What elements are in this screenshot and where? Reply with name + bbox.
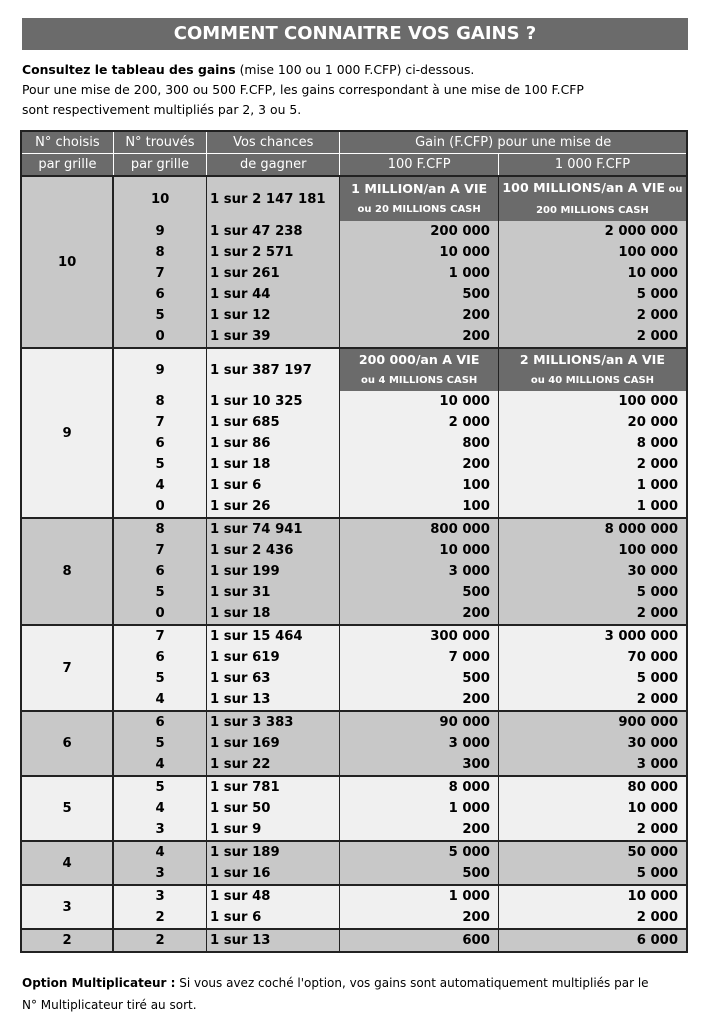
- found-cell: 6: [113, 433, 206, 454]
- found-cell: 8: [113, 391, 206, 412]
- found-cell: 4: [113, 841, 206, 863]
- gain-100-cell: 600: [340, 929, 498, 952]
- chance-cell: 1 sur 18: [207, 603, 340, 625]
- gain-1000-cell: 5 000: [498, 284, 687, 305]
- choice-cell: 8: [21, 518, 113, 625]
- table-row: [21, 263, 687, 284]
- header-choice-a: N° choisis: [21, 131, 113, 154]
- jackpot-100-cell: [340, 176, 498, 221]
- option-note: [22, 972, 702, 1016]
- gain-100-cell: 100: [340, 496, 498, 518]
- jackpot-1000-cell: [498, 348, 687, 391]
- found-cell: 5: [113, 454, 206, 475]
- intro-text: [22, 60, 702, 120]
- chance-cell: 1 sur 63: [207, 668, 340, 689]
- gain-100-cell: 10 000: [340, 540, 498, 561]
- found-cell: 7: [113, 412, 206, 433]
- table-row: [21, 496, 687, 518]
- gain-100-cell: 200 000: [340, 221, 498, 242]
- gain-100-cell: 200: [340, 326, 498, 348]
- gain-1000-cell: 100 000: [498, 540, 687, 561]
- chance-cell: 1 sur 781: [207, 776, 340, 798]
- found-cell: 8: [113, 242, 206, 263]
- found-cell: 2: [113, 907, 206, 929]
- table-row: [21, 689, 687, 711]
- gain-100-cell: 200: [340, 819, 498, 841]
- table-row: [21, 798, 687, 819]
- table-row: [21, 885, 687, 907]
- header-stake-100: 100 F.CFP: [340, 154, 498, 177]
- found-cell: 6: [113, 284, 206, 305]
- table-row: [21, 412, 687, 433]
- chance-cell: 1 sur 15 464: [207, 625, 340, 647]
- choice-cell: 7: [21, 625, 113, 711]
- gain-1000-cell: 10 000: [498, 885, 687, 907]
- gain-100-cell: 800: [340, 433, 498, 454]
- gain-100-cell: 200: [340, 603, 498, 625]
- table-row: [21, 176, 687, 221]
- intro-rest: (mise 100 ou 1 000 F.CFP) ci-dessous.: [235, 62, 475, 77]
- table-row: [21, 391, 687, 412]
- group-8: [21, 518, 687, 625]
- found-cell: 3: [113, 863, 206, 885]
- gain-100-cell: 300 000: [340, 625, 498, 647]
- group-10: [21, 176, 687, 348]
- table-row: [21, 819, 687, 841]
- chance-cell: 1 sur 199: [207, 561, 340, 582]
- found-cell: 0: [113, 496, 206, 518]
- found-cell: 5: [113, 582, 206, 603]
- gain-1000-cell: 5 000: [498, 668, 687, 689]
- chance-cell: 1 sur 26: [207, 496, 340, 518]
- gain-1000-cell: 8 000 000: [498, 518, 687, 540]
- gain-100-cell: 90 000: [340, 711, 498, 733]
- chance-cell: 1 sur 31: [207, 582, 340, 603]
- found-cell: 4: [113, 475, 206, 496]
- gain-1000-cell: 2 000: [498, 907, 687, 929]
- gain-1000-cell: 100 000: [498, 242, 687, 263]
- table-row: [21, 518, 687, 540]
- chance-cell: 1 sur 619: [207, 647, 340, 668]
- chance-cell: 1 sur 3 383: [207, 711, 340, 733]
- chance-cell: 1 sur 2 147 181: [207, 176, 340, 221]
- jackpot-main: [340, 178, 497, 199]
- table-row: [21, 221, 687, 242]
- found-cell: 6: [113, 561, 206, 582]
- gain-1000-cell: 5 000: [498, 582, 687, 603]
- gain-1000-cell: 2 000: [498, 689, 687, 711]
- gain-100-cell: 8 000: [340, 776, 498, 798]
- gain-1000-cell: 2 000: [498, 326, 687, 348]
- group-7: [21, 625, 687, 711]
- found-cell: 7: [113, 540, 206, 561]
- gain-100-cell: 200: [340, 907, 498, 929]
- choice-cell: 3: [21, 885, 113, 929]
- table-row: [21, 625, 687, 647]
- choice-cell: 5: [21, 776, 113, 841]
- chance-cell: 1 sur 6: [207, 475, 340, 496]
- gain-100-cell: 10 000: [340, 242, 498, 263]
- chance-cell: 1 sur 12: [207, 305, 340, 326]
- gain-100-cell: 100: [340, 475, 498, 496]
- jackpot-main: [340, 349, 497, 370]
- chance-cell: 1 sur 169: [207, 733, 340, 754]
- header-chance-b: de gagner: [207, 154, 340, 177]
- gain-100-cell: 3 000: [340, 733, 498, 754]
- intro-bold: Consultez le tableau des gains: [22, 62, 236, 77]
- chance-cell: 1 sur 13: [207, 689, 340, 711]
- table-row: [21, 711, 687, 733]
- found-cell: 9: [113, 348, 206, 391]
- jackpot-1000-cell: [498, 176, 687, 221]
- chance-cell: 1 sur 6: [207, 907, 340, 929]
- group-9: [21, 348, 687, 518]
- option-bold: Option Multiplicateur :: [22, 976, 176, 990]
- found-cell: 2: [113, 929, 206, 952]
- gain-1000-cell: 50 000: [498, 841, 687, 863]
- gain-100-cell: 5 000: [340, 841, 498, 863]
- jackpot-main: [499, 177, 686, 200]
- found-cell: 3: [113, 819, 206, 841]
- table-row: [21, 647, 687, 668]
- gain-100-cell: 1 000: [340, 885, 498, 907]
- chance-cell: 1 sur 10 325: [207, 391, 340, 412]
- found-cell: 4: [113, 754, 206, 776]
- found-cell: 10: [113, 176, 206, 221]
- jackpot-sub: ou 40 MILLIONS CASH: [530, 375, 655, 386]
- header-chance-a: Vos chances: [207, 131, 340, 154]
- gain-1000-cell: 2 000: [498, 454, 687, 475]
- gain-100-cell: 800 000: [340, 518, 498, 540]
- chance-cell: 1 sur 387 197: [207, 348, 340, 391]
- gain-100-cell: 500: [340, 668, 498, 689]
- gain-100-cell: 10 000: [340, 391, 498, 412]
- gain-1000-cell: 70 000: [498, 647, 687, 668]
- chance-cell: 1 sur 2 571: [207, 242, 340, 263]
- chance-cell: 1 sur 9: [207, 819, 340, 841]
- gain-1000-cell: 20 000: [498, 412, 687, 433]
- table-row: [21, 454, 687, 475]
- table-row: [21, 582, 687, 603]
- gain-1000-cell: 10 000: [498, 263, 687, 284]
- jackpot-or: ou: [664, 184, 683, 195]
- choice-cell: 6: [21, 711, 113, 776]
- table-row: [21, 242, 687, 263]
- intro-line-2: Pour une mise de 200, 300 ou 500 F.CFP, les gains correspondant à une mise de 100 F.CFP: [22, 82, 584, 97]
- found-cell: 5: [113, 305, 206, 326]
- chance-cell: 1 sur 47 238: [207, 221, 340, 242]
- chance-cell: 1 sur 189: [207, 841, 340, 863]
- found-cell: 7: [113, 625, 206, 647]
- found-cell: 0: [113, 326, 206, 348]
- intro-line-1: [22, 60, 702, 80]
- table-row: [21, 929, 687, 952]
- chance-cell: 1 sur 18: [207, 454, 340, 475]
- gain-100-cell: 200: [340, 689, 498, 711]
- page-title: COMMENT CONNAITRE VOS GAINS ?: [22, 18, 688, 50]
- gain-100-cell: 500: [340, 863, 498, 885]
- table-row: [21, 841, 687, 863]
- table-row: [21, 305, 687, 326]
- chance-cell: 1 sur 22: [207, 754, 340, 776]
- chance-cell: 1 sur 50: [207, 798, 340, 819]
- chance-cell: 1 sur 74 941: [207, 518, 340, 540]
- choice-cell: 10: [21, 176, 113, 348]
- intro-line-3: sont respectivement multipliés par 2, 3 ou 5.: [22, 102, 302, 117]
- jackpot-100-cell: [340, 348, 498, 391]
- table-row: [21, 540, 687, 561]
- gain-1000-cell: 1 000: [498, 496, 687, 518]
- gain-100-cell: 500: [340, 582, 498, 603]
- gain-100-cell: 3 000: [340, 561, 498, 582]
- chance-cell: 1 sur 44: [207, 284, 340, 305]
- jackpot-main-text: 2 MILLIONS/an A VIE: [519, 352, 665, 367]
- jackpot-main: [499, 349, 686, 370]
- group-6: [21, 711, 687, 776]
- found-cell: 3: [113, 885, 206, 907]
- table-row: [21, 907, 687, 929]
- gain-1000-cell: 2 000 000: [498, 221, 687, 242]
- choice-cell: 9: [21, 348, 113, 518]
- table-row: [21, 348, 687, 391]
- found-cell: 5: [113, 776, 206, 798]
- gain-1000-cell: 10 000: [498, 798, 687, 819]
- option-rest: Si vous avez coché l'option, vos gains sont automatiquement multipliés par le: [175, 976, 649, 990]
- table-row: [21, 754, 687, 776]
- header-found-a: N° trouvés: [113, 131, 206, 154]
- header-choice-b: par grille: [21, 154, 113, 177]
- found-cell: 4: [113, 798, 206, 819]
- header-found-b: par grille: [113, 154, 206, 177]
- gain-1000-cell: 6 000: [498, 929, 687, 952]
- table-row: [21, 284, 687, 305]
- choice-cell: 2: [21, 929, 113, 952]
- chance-cell: 1 sur 261: [207, 263, 340, 284]
- header-stake-1000: 1 000 F.CFP: [498, 154, 687, 177]
- table-row: [21, 561, 687, 582]
- gain-1000-cell: 80 000: [498, 776, 687, 798]
- jackpot-main-text: 1 MILLION/an A VIE: [351, 181, 488, 196]
- table-row: [21, 475, 687, 496]
- header-gain: Gain (F.CFP) pour une mise de: [340, 131, 687, 154]
- chance-cell: 1 sur 13: [207, 929, 340, 952]
- gain-100-cell: 1 000: [340, 798, 498, 819]
- gain-100-cell: 500: [340, 284, 498, 305]
- group-5: [21, 776, 687, 841]
- gain-1000-cell: 5 000: [498, 863, 687, 885]
- chance-cell: 1 sur 685: [207, 412, 340, 433]
- chance-cell: 1 sur 86: [207, 433, 340, 454]
- found-cell: 9: [113, 221, 206, 242]
- gain-1000-cell: 2 000: [498, 819, 687, 841]
- found-cell: 6: [113, 711, 206, 733]
- gain-1000-cell: 8 000: [498, 433, 687, 454]
- option-line-2: N° Multiplicateur tiré au sort.: [22, 998, 197, 1012]
- found-cell: 5: [113, 668, 206, 689]
- jackpot-main-text: 200 000/an A VIE: [358, 352, 480, 367]
- gain-100-cell: 2 000: [340, 412, 498, 433]
- jackpot-sub: ou 20 MILLIONS CASH: [357, 204, 481, 215]
- gain-1000-cell: 900 000: [498, 711, 687, 733]
- gain-1000-cell: 100 000: [498, 391, 687, 412]
- group-2: [21, 929, 687, 952]
- gain-1000-cell: 1 000: [498, 475, 687, 496]
- gain-1000-cell: 3 000 000: [498, 625, 687, 647]
- found-cell: 4: [113, 689, 206, 711]
- chance-cell: 1 sur 48: [207, 885, 340, 907]
- jackpot-sub: 200 MILLIONS CASH: [536, 205, 649, 216]
- table-row: [21, 603, 687, 625]
- table-row: [21, 433, 687, 454]
- gain-100-cell: 7 000: [340, 647, 498, 668]
- found-cell: 7: [113, 263, 206, 284]
- chance-cell: 1 sur 16: [207, 863, 340, 885]
- found-cell: 8: [113, 518, 206, 540]
- gains-table: [20, 130, 688, 953]
- table-row: [21, 863, 687, 885]
- found-cell: 5: [113, 733, 206, 754]
- group-4: [21, 841, 687, 885]
- found-cell: 6: [113, 647, 206, 668]
- gain-100-cell: 200: [340, 454, 498, 475]
- gain-100-cell: 1 000: [340, 263, 498, 284]
- found-cell: 0: [113, 603, 206, 625]
- choice-cell: 4: [21, 841, 113, 885]
- gain-1000-cell: 30 000: [498, 561, 687, 582]
- gain-1000-cell: 2 000: [498, 603, 687, 625]
- gain-1000-cell: 30 000: [498, 733, 687, 754]
- gain-1000-cell: 3 000: [498, 754, 687, 776]
- jackpot-main-text: 100 MILLIONS/an A VIE: [502, 180, 665, 195]
- gain-100-cell: 200: [340, 305, 498, 326]
- gain-100-cell: 300: [340, 754, 498, 776]
- chance-cell: 1 sur 2 436: [207, 540, 340, 561]
- group-3: [21, 885, 687, 929]
- option-line-1: [22, 972, 702, 994]
- table-row: [21, 326, 687, 348]
- chance-cell: 1 sur 39: [207, 326, 340, 348]
- table-row: [21, 733, 687, 754]
- jackpot-sub: ou 4 MILLIONS CASH: [361, 375, 478, 386]
- table-row: [21, 668, 687, 689]
- table-row: [21, 776, 687, 798]
- gain-1000-cell: 2 000: [498, 305, 687, 326]
